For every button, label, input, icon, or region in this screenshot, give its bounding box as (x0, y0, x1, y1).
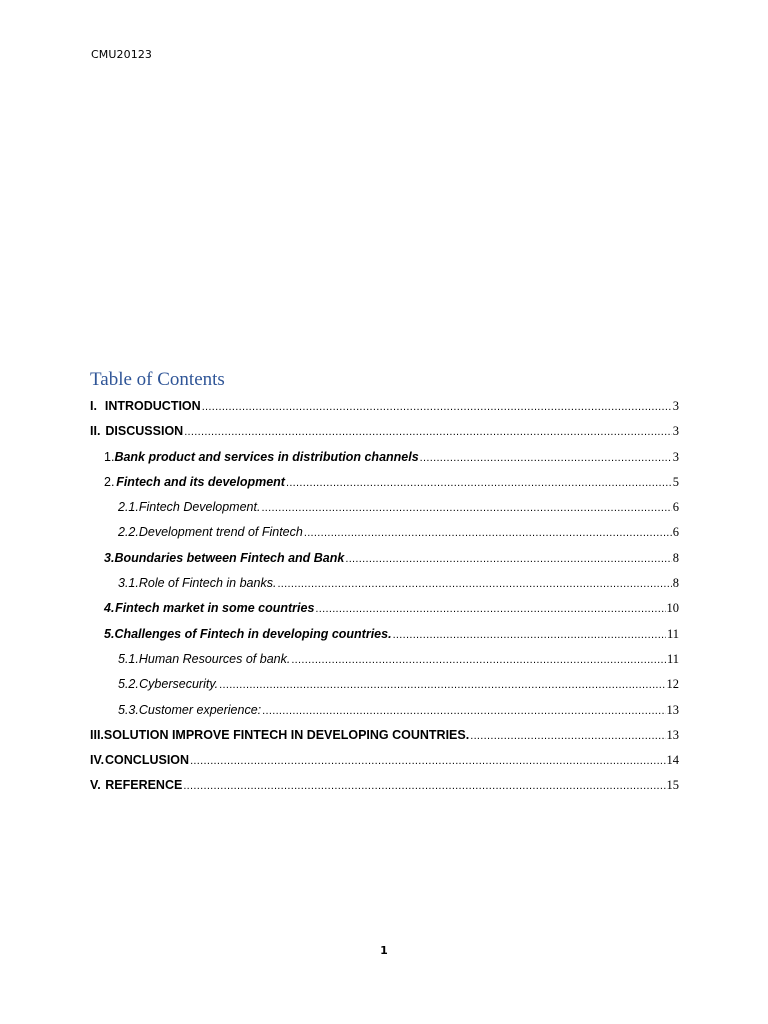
toc-entry-number: 4. (104, 601, 115, 616)
toc-entry-label: Challenges of Fintech in developing countries. (114, 626, 392, 641)
toc-entry-number: 5.1. (118, 651, 139, 666)
toc-entry-page: 10 (666, 601, 679, 616)
toc-entry-challenges[interactable] (90, 622, 679, 647)
toc-entry-development-trend[interactable] (90, 520, 679, 545)
toc-entry-label: DISCUSSION (105, 424, 184, 439)
toc-entry-page: 13 (666, 727, 679, 742)
toc-entry-number: 5. (104, 626, 115, 641)
toc-entry-reference[interactable] (90, 773, 679, 798)
toc-entry-label: Role of Fintech in banks. (138, 576, 277, 591)
dot-leader (291, 648, 666, 673)
toc-entry-number: 5.2. (118, 677, 139, 692)
toc-entry-label: INTRODUCTION (104, 399, 201, 413)
dot-leader (345, 547, 671, 572)
dot-leader (470, 724, 665, 749)
toc-entry-page: 6 (672, 500, 679, 515)
toc-entry-page: 12 (666, 677, 679, 692)
toc-entry-number: 3. (104, 550, 115, 565)
dot-leader (277, 572, 671, 597)
toc-entry-page: 8 (672, 550, 679, 565)
toc-entry-role-of-fintech[interactable] (90, 571, 679, 596)
toc-entry-number: III. (90, 727, 104, 742)
toc-entry-label: Human Resources of bank. (138, 651, 291, 666)
toc-entry-page: 5 (672, 474, 679, 489)
toc-entry-introduction[interactable] (90, 394, 679, 419)
dot-leader (261, 496, 671, 521)
dot-leader (184, 420, 672, 445)
toc-entry-number: 2. (104, 474, 115, 489)
dot-leader (393, 623, 666, 648)
toc-title: Table of Contents (90, 369, 225, 390)
toc-entry-number: IV. (90, 753, 105, 768)
toc-entry-label: Fintech and its development (116, 474, 285, 489)
dot-leader (304, 521, 672, 546)
toc-entry-label: Fintech market in some countries (115, 601, 315, 616)
toc-entry-label: Development trend of Fintech (138, 525, 303, 540)
toc-entry-label: Boundaries between Fintech and Bank (114, 550, 345, 565)
page-number: 1 (380, 944, 388, 957)
toc-entry-fintech-development[interactable] (90, 470, 679, 495)
dot-leader (219, 673, 665, 698)
toc-entry-number: 2.2. (118, 525, 139, 540)
toc-entry-solution[interactable] (90, 723, 679, 748)
toc-entry-fintech-development-sub[interactable] (90, 495, 679, 520)
toc-entry-fintech-market[interactable] (90, 596, 679, 621)
toc-entry-page: 11 (666, 626, 679, 641)
toc-entry-label: CONCLUSION (105, 753, 190, 768)
toc-entry-page: 3 (672, 424, 679, 439)
dot-leader (262, 699, 665, 724)
toc-entry-number: 2.1. (118, 500, 139, 515)
toc-entry-page: 14 (666, 753, 679, 768)
toc-entry-number: II. (90, 424, 101, 439)
toc-entry-label: Cybersecurity. (139, 677, 219, 692)
toc-entry-page: 6 (672, 525, 679, 540)
dot-leader (183, 774, 665, 799)
toc-entry-number: 1. (104, 449, 115, 464)
toc-entry-human-resources[interactable] (90, 647, 679, 672)
table-of-contents (90, 394, 679, 799)
dot-leader (420, 446, 672, 471)
toc-entry-bank-products[interactable] (90, 445, 679, 470)
toc-entry-label: Bank product and services in distribution channels (114, 449, 419, 464)
toc-entry-discussion[interactable] (90, 419, 679, 444)
toc-entry-number: V. (90, 778, 101, 793)
toc-entry-number: 5.3. (118, 702, 139, 717)
toc-entry-label: Customer experience: (138, 702, 262, 717)
toc-entry-page: 15 (666, 778, 679, 793)
document-id: CMU20123 (91, 48, 153, 61)
toc-entry-customer-experience[interactable] (90, 698, 679, 723)
toc-entry-page: 3 (672, 449, 679, 464)
toc-entry-page: 11 (666, 651, 679, 666)
toc-entry-page: 3 (672, 399, 679, 413)
dot-leader (202, 395, 672, 420)
toc-entry-page: 13 (666, 702, 679, 717)
toc-entry-label: SOLUTION IMPROVE FINTECH IN DEVELOPING COUNTRIES. (103, 727, 470, 742)
toc-entry-number: I. (90, 399, 97, 413)
toc-entry-boundaries[interactable] (90, 546, 679, 571)
toc-entry-cybersecurity[interactable] (90, 672, 679, 697)
toc-entry-page: 8 (672, 576, 679, 591)
dot-leader (315, 597, 665, 622)
dot-leader (190, 749, 665, 774)
toc-entry-conclusion[interactable] (90, 748, 679, 773)
dot-leader (286, 471, 672, 496)
toc-entry-label: REFERENCE (105, 778, 183, 793)
toc-entry-number: 3.1. (118, 576, 139, 591)
toc-entry-label: Fintech Development. (138, 500, 261, 515)
